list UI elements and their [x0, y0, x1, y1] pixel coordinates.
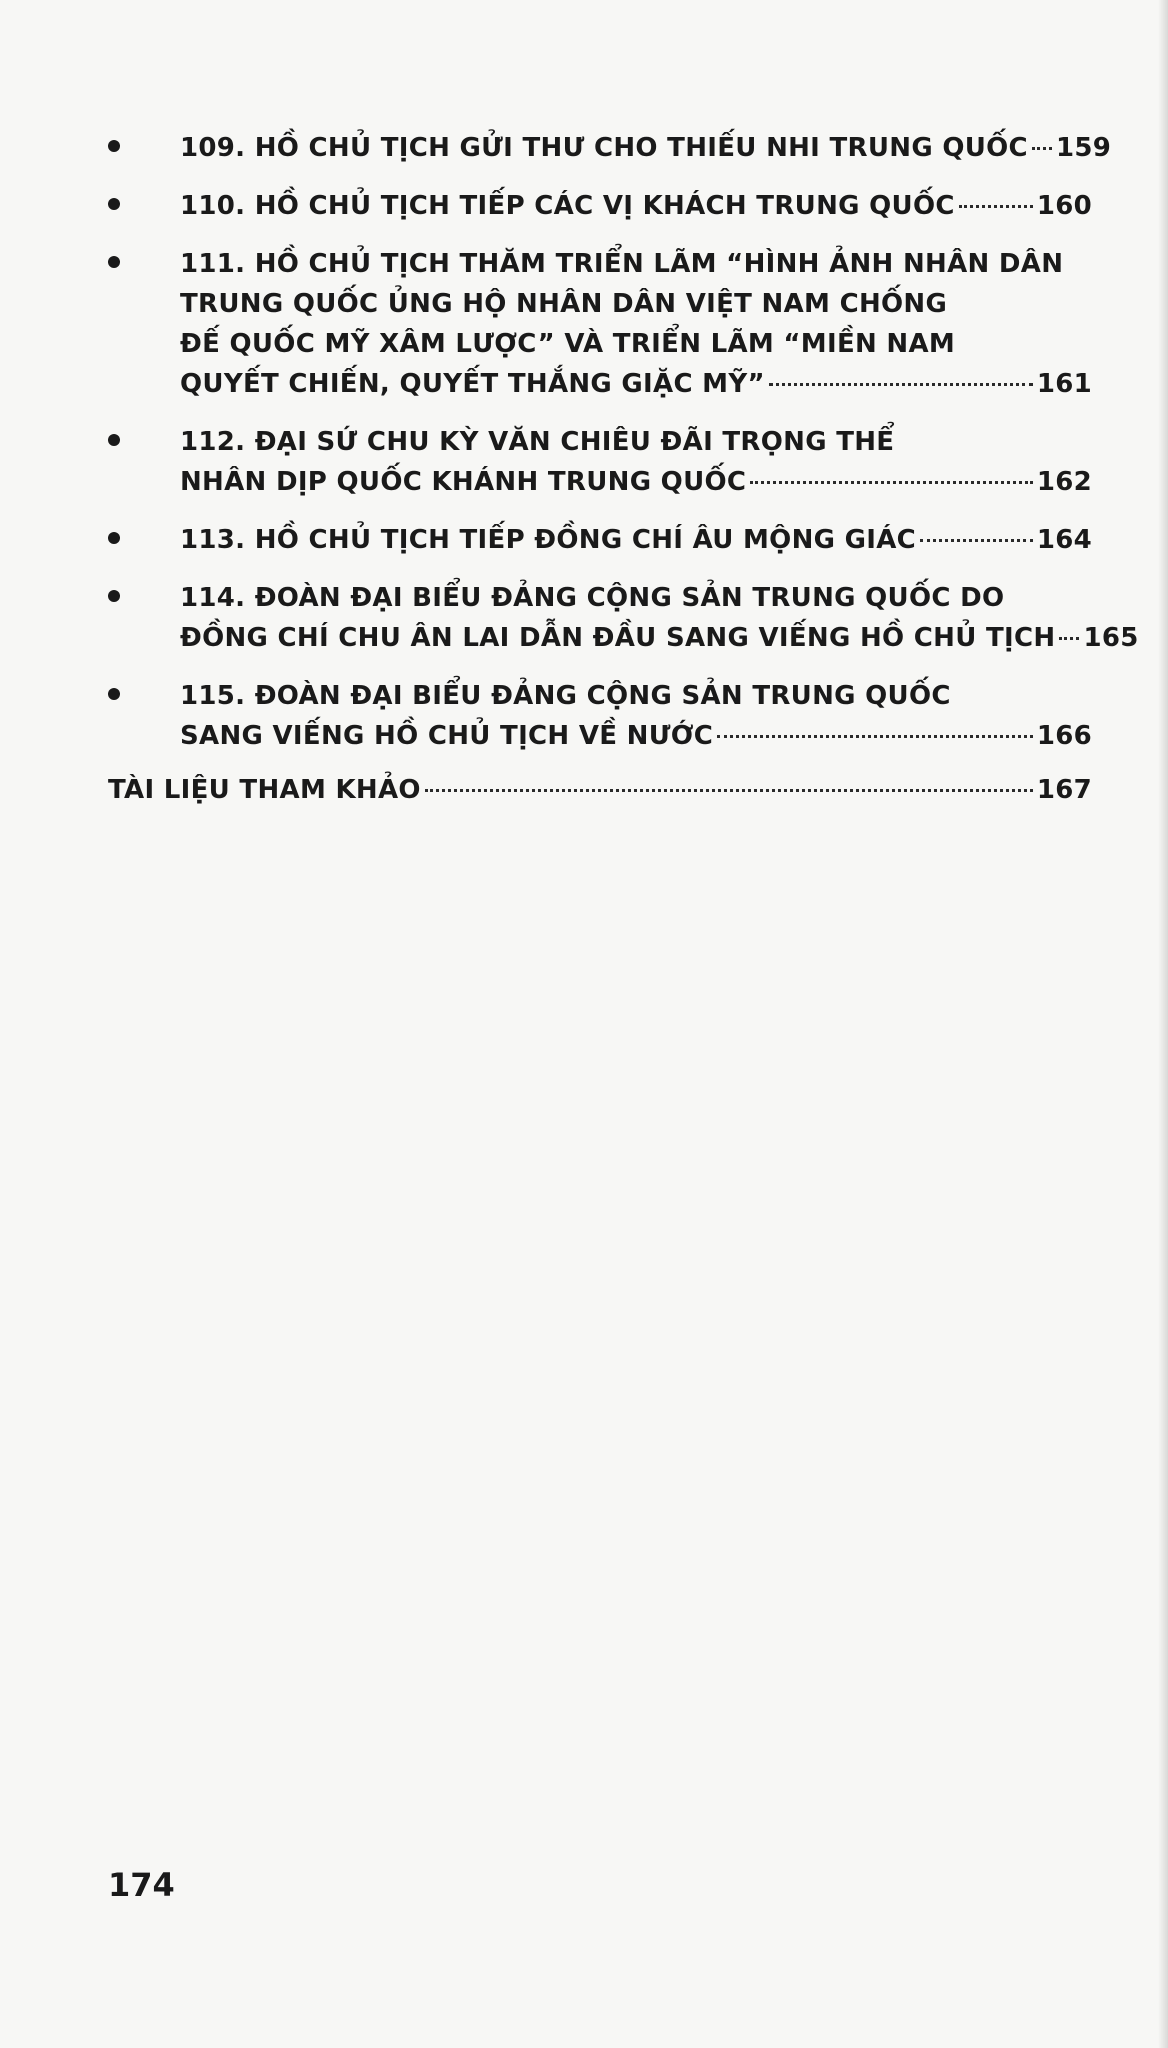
bullet-icon [108, 434, 120, 446]
toc-entry-title: 110. HỒ CHỦ TỊCH TIẾP CÁC VỊ KHÁCH TRUNG QUỐC [180, 191, 955, 221]
toc-entry-references [100, 770, 1092, 810]
toc-entry-114 [100, 578, 1139, 658]
toc-entry-title-line: TRUNG QUỐC ỦNG HỘ NHÂN DÂN VIỆT NAM CHỐNG [180, 289, 948, 319]
toc-page-number: 159 [1055, 133, 1112, 163]
bullet-icon [108, 256, 120, 268]
toc-page-number: 161 [1036, 369, 1092, 399]
toc-page-number: 165 [1083, 623, 1139, 653]
dot-leader [1059, 637, 1079, 640]
page-edge-shadow [1158, 0, 1168, 2048]
table-of-contents [100, 128, 1139, 774]
bullet-icon [108, 532, 120, 544]
toc-entry-title-line: ĐỒNG CHÍ CHU ÂN LAI DẪN ĐẦU SANG VIẾNG HỒ CHỦ TỊCH [180, 623, 1056, 653]
dot-leader [425, 789, 1033, 792]
toc-entry-title-line: 111. HỒ CHỦ TỊCH THĂM TRIỂN LÃM “HÌNH ẢNH NHÂN DÂN [180, 249, 1064, 279]
bullet-icon [108, 198, 120, 210]
toc-entry-109 [100, 128, 1112, 168]
toc-entry-title-line: 114. ĐOÀN ĐẠI BIỂU ĐẢNG CỘNG SẢN TRUNG QUỐC DO [180, 583, 1005, 613]
toc-page-number: 164 [1036, 525, 1092, 555]
bullet-icon [108, 688, 120, 700]
toc-entry-title-line: 112. ĐẠI SỨ CHU KỲ VĂN CHIÊU ĐÃI TRỌNG THỂ [180, 427, 895, 457]
toc-entry-title: 113. HỒ CHỦ TỊCH TIẾP ĐỒNG CHÍ ÂU MỘNG GIÁC [180, 525, 917, 555]
dot-leader [959, 205, 1033, 208]
toc-entry-112 [100, 422, 1092, 502]
toc-page-number: 167 [1036, 775, 1092, 805]
page-number-footer: 174 [108, 1866, 175, 1904]
toc-entry-110 [100, 186, 1092, 226]
references-title: TÀI LIỆU THAM KHẢO [108, 775, 421, 805]
dot-leader [750, 481, 1033, 484]
bullet-icon [108, 140, 120, 152]
toc-page-number: 162 [1036, 467, 1092, 497]
toc-entry-title-line: QUYẾT CHIẾN, QUYẾT THẮNG GIẶC MỸ” [180, 369, 765, 399]
dot-leader [769, 383, 1033, 386]
toc-entry-title-line: 115. ĐOÀN ĐẠI BIỂU ĐẢNG CỘNG SẢN TRUNG QUỐC [180, 681, 951, 711]
toc-entry-title-line: SANG VIẾNG HỒ CHỦ TỊCH VỀ NƯỚC [180, 721, 714, 751]
dot-leader [1032, 147, 1052, 150]
bullet-icon [108, 590, 120, 602]
toc-entry-113 [100, 520, 1092, 560]
toc-entry-115 [100, 676, 1092, 756]
toc-entry-title-line: NHÂN DỊP QUỐC KHÁNH TRUNG QUỐC [180, 467, 747, 497]
toc-page-number: 160 [1036, 191, 1092, 221]
dot-leader [920, 539, 1033, 542]
dot-leader [717, 735, 1033, 738]
toc-entry-title-line: ĐẾ QUỐC MỸ XÂM LƯỢC” VÀ TRIỂN LÃM “MIỀN NAM [180, 329, 956, 359]
toc-page-number: 166 [1036, 721, 1092, 751]
toc-entry-title: 109. HỒ CHỦ TỊCH GỬI THƯ CHO THIẾU NHI TRUNG QUỐC [180, 133, 1028, 163]
toc-entry-111 [100, 244, 1092, 404]
